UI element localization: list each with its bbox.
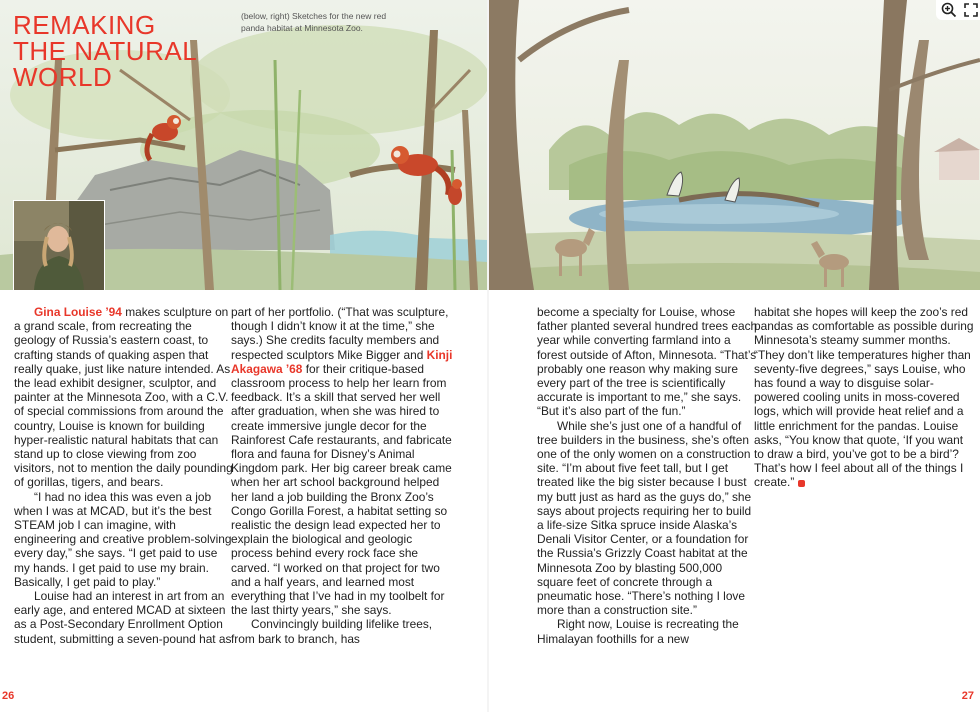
person-name-highlight: Gina Louise ’94 — [34, 305, 122, 319]
paragraph: Right now, Louise is recreating the Himalayan foothills for a new — [537, 617, 739, 646]
page-number-left: 26 — [2, 690, 15, 702]
paragraph — [14, 305, 236, 490]
page-number-right: 27 — [961, 690, 974, 702]
paragraph-text: for their critique-based classroom process to help her learn from feedback. It’s a skill that served her well after graduation, when she was hired to create immersive jungle decor for the Rainforest Cafe restaurants, and fabricate flora and fauna for Disney’s Animal Kingdom park. Her big career break came when her art school background helped her land a job building the Bronx Zoo’s Congo Gorilla Forest, a habitat setting so realistic the design lead expected her to explain the biological and geologic process behind every rock face she carved. “I worked on that project for two and a half years, and learned most everything that I’ve had in my toolbelt for the last thirty years,” she says. — [231, 361, 452, 618]
paragraph: “I had no idea this was even a job when I was at MCAD, but it’s the best STEAM job I can imagine, with engineering and creative problem-solving every day,” she says. “I get paid to use my hands. I get paid to use my brain. Basically, I get paid to play.” — [14, 489, 232, 589]
headline-line-2: THE NATURAL — [13, 36, 198, 66]
zoom-in-icon[interactable] — [940, 1, 958, 19]
headline-line-1: REMAKING — [13, 10, 156, 40]
paragraph: become a specialty for Louise, whose father planted several hundred trees each year while converting farmland into a forest outside of Afton, Minnesota. “That’s probably one reason why making sure every part of the tree is scientifically accurate is important to me,” she says. “But it’s also part of the fun.” — [537, 305, 758, 419]
paragraph: Louise had an interest in art from an early age, and entered MCAD at sixteen as a Post-Secondary Enrollment Option student, submitting a seven-pound hat as — [14, 589, 232, 646]
text-column-1 — [14, 305, 236, 646]
paragraph: While she’s just one of a handful of tree builders in the business, she’s often one of the only women on a construction site. “I’m about five feet tall, but I get treated like the big sister because I bust my butt just as hard as the guys do,” she says about projects requiring her to build a life-size Sitka spruce inside Alaska’s Denali Visitor Center, or a foundation for the Russia’s Grizzly Coast habitat at the Minnesota Zoo by blasting 500,000 square feet of concrete through a pneumatic hose. “There’s nothing I love more than a construction site.” — [537, 418, 752, 618]
page-gutter — [487, 0, 489, 712]
text-column-3 — [537, 305, 759, 646]
image-caption: (below, right) Sketches for the new red panda habitat at Minnesota Zoo. — [241, 11, 387, 33]
gina-louise-portrait — [13, 200, 105, 291]
paragraph-text: habitat she hopes will keep the zoo’s red pandas as comfortable as possible during Minnesota’s steamy summer months. “They don’t like temperatures higher than seventy-five degrees,” says Louise, who has found a way to disguise solar-powered cooling units in moss-covered logs, which will provide heat relief and a little enrichment for the pandas. Louise asks, “You know that quote, ‘If you want to draw a bird, you’ve got to be a bird’? That’s how I feel about all of the things I create.” — [754, 305, 974, 490]
paragraph: Convincingly building lifelike trees, from bark to branch, has — [231, 617, 433, 646]
text-column-2 — [231, 305, 453, 646]
wetland-habitat-sketch — [489, 0, 980, 290]
end-of-article-mark — [798, 480, 805, 487]
text-column-4 — [754, 305, 976, 490]
article-headline — [13, 12, 197, 90]
paragraph-text: part of her portfolio. (“That was sculpture, though I didn’t know it at the time,” she says.) She credits faculty members and respected sculptors Mike Bigger and — [231, 305, 449, 362]
paragraph — [754, 305, 976, 490]
fullscreen-icon[interactable] — [962, 1, 980, 19]
viewer-toolbar — [936, 0, 980, 20]
person-name-highlight: Kinji Akagawa ’68 — [231, 347, 453, 376]
paragraph-text: makes sculpture on a grand scale, from recreating the geology of Russia’s eastern coast, to crafting stands of quaking aspen that really quake, just like nature intended. As the lead exhibit designer, sculptor, and painter at the Minnesota Zoo, with a C.V. of special commissions from around the country, Louise is known for building hyper-realistic natural habitats that can stand up to close viewing from zoo visitors, not to mention the daily pounding of gorillas, tigers, and bears. — [14, 305, 233, 490]
paragraph — [231, 305, 453, 617]
headline-line-3: WORLD — [13, 62, 113, 92]
